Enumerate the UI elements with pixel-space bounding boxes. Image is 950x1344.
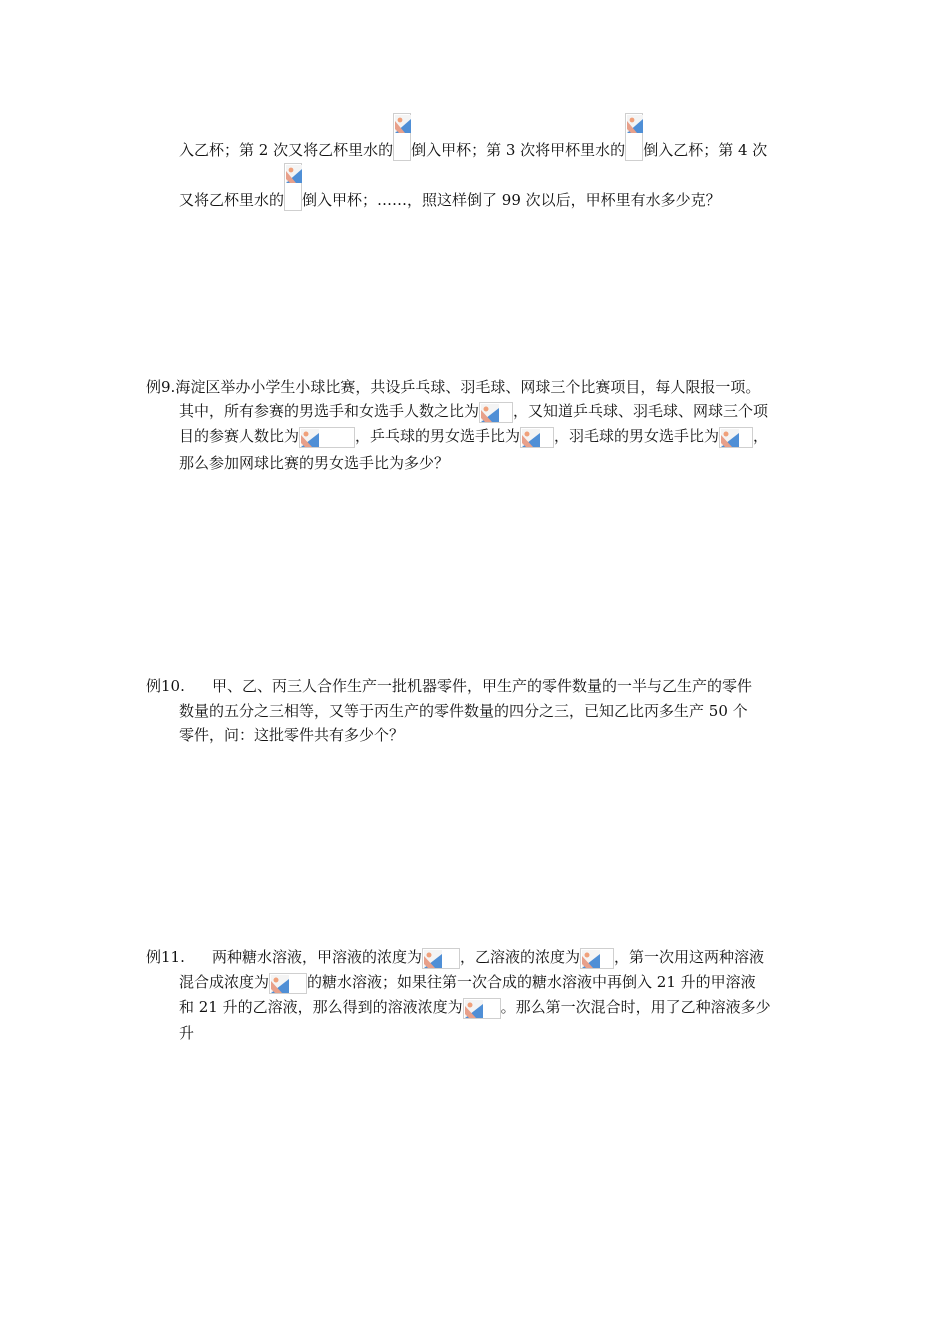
broken-image-icon (625, 113, 643, 161)
broken-image-icon (580, 948, 614, 969)
problem9-line4: 那么参加网球比赛的男女选手比为多少？ (179, 454, 450, 472)
broken-image-icon (520, 427, 554, 448)
problem9-line3: 目的参赛人数比为 ，乒乓球的男女选手比为 ，羽毛球的男女选手比为 ， (179, 425, 768, 448)
broken-image-icon (463, 998, 501, 1019)
problem8-line1: 入乙杯；第 2 次又将乙杯里水的 倒入甲杯；第 3 次将甲杯里水的 倒入乙杯；第 4 次 (179, 139, 767, 161)
problem9-line2: 其中，所有参赛的男选手和女选手人数之比为 ，又知道乒乓球、羽毛球、网球三个项 (179, 400, 768, 423)
broken-image-icon (422, 948, 460, 969)
problem11-line4: 升 (179, 1024, 195, 1042)
problem10-line1: 例10. 甲、乙、丙三人合作生产一批机器零件，甲生产的零件数量的一半与乙生产的零件 (146, 677, 753, 695)
problem-label: 例9. (146, 378, 176, 396)
broken-image-icon (269, 973, 307, 994)
problem9-line1: 例9.海淀区举办小学生小球比赛，共设乒乓球、羽毛球、网球三个比赛项目，每人限报一项。 (146, 378, 761, 396)
broken-image-icon (299, 427, 355, 448)
problem11-line3: 和 21 升的乙溶液，那么得到的溶液浓度为 。那么第一次混合时，用了乙种溶液多少 (179, 996, 771, 1019)
problem-label: 例11. (146, 948, 185, 966)
problem10-line3: 零件，问：这批零件共有多少个？ (179, 726, 405, 744)
problem11-line2: 混合成浓度为 的糖水溶液；如果往第一次合成的糖水溶液中再倒入 21 升的甲溶液 (179, 971, 756, 994)
problem10-line2: 数量的五分之三相等，又等于丙生产的零件数量的四分之三，已知乙比丙多生产 50 个 (179, 702, 748, 720)
broken-image-icon (284, 163, 302, 211)
problem-label: 例10. (146, 677, 185, 695)
broken-image-icon (479, 402, 513, 423)
broken-image-icon (393, 113, 411, 161)
broken-image-icon (719, 427, 753, 448)
problem8-line2: 又将乙杯里水的 倒入甲杯；……，照这样倒了 99 次以后，甲杯里有水多少克？ (179, 189, 721, 211)
problem11-line1: 例11. 两种糖水溶液，甲溶液的浓度为 ，乙溶液的浓度为 ，第一次用这两种溶液 (146, 946, 764, 969)
